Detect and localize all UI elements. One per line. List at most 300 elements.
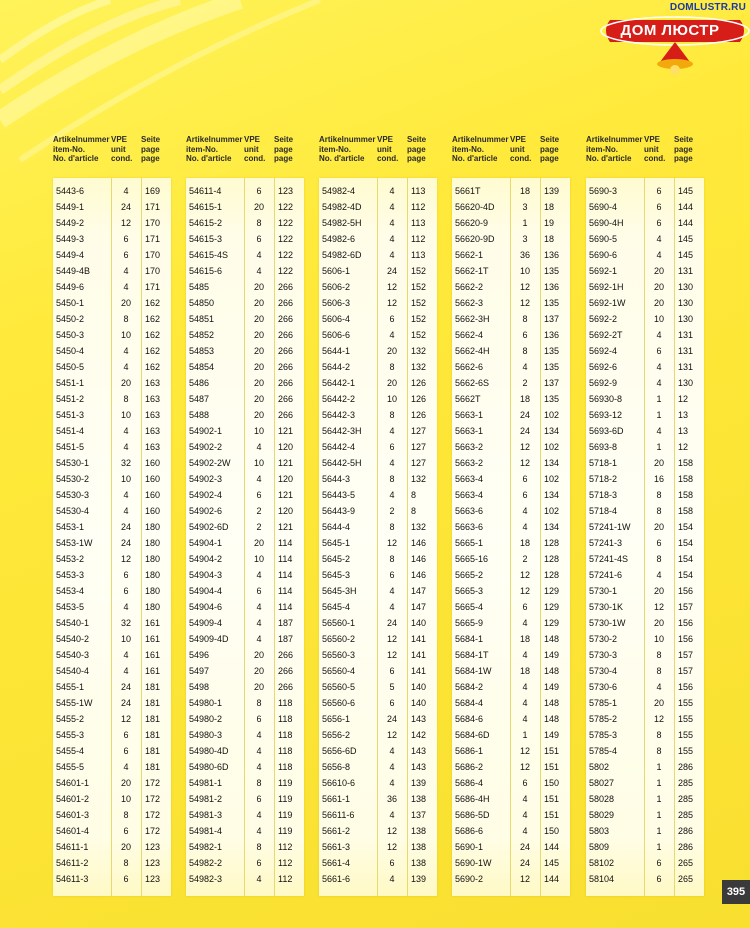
article-number-cell: 5656-8 [322,762,351,772]
column-body [53,178,171,896]
unit-cell: 12 [386,650,397,660]
article-number-cell: 58028 [589,794,615,804]
page-cell: 122 [278,250,294,260]
article-number-cell: 5644-1 [322,346,351,356]
article-number-cell: 54904-4 [189,586,223,596]
page-cell: 121 [278,458,294,468]
unit-cell: 4 [522,650,528,660]
article-number-cell: 5656-1 [322,714,351,724]
table-row [186,199,304,215]
article-number-cell: 54601-1 [56,778,90,788]
column-header [186,135,304,173]
table-row [319,391,437,407]
article-number-cell: 54530-3 [56,490,90,500]
article-number-cell: 54904-2 [189,554,223,564]
table-row [452,407,570,423]
unit-cell: 24 [120,538,131,548]
unit-cell: 12 [386,730,397,740]
table-row [452,807,570,823]
table-row [319,487,437,503]
article-number-cell: 5644-2 [322,362,351,372]
table-row [586,743,704,759]
page-cell: 158 [678,474,694,484]
page-cell: 131 [678,346,694,356]
page-cell: 134 [544,522,560,532]
article-number-cell: 5450-3 [56,330,85,340]
page-cell: 146 [411,538,427,548]
page-cell: 8 [411,490,417,500]
page-cell: 170 [145,218,161,228]
page-cell: 150 [544,826,560,836]
unit-cell: 6 [656,874,662,884]
article-number-cell: 54615-3 [189,234,223,244]
page-cell: 132 [411,346,427,356]
table-row [53,455,171,471]
table-row [586,215,704,231]
page-cell: 138 [411,794,427,804]
page-cell: 119 [278,778,293,788]
page-cell: 138 [411,842,427,852]
article-number-cell: 5686-6 [455,826,484,836]
page-cell: 161 [145,666,161,676]
table-row [319,775,437,791]
page-cell: 152 [411,266,427,276]
page-cell: 145 [678,250,694,260]
table-row [586,439,704,455]
article-number-cell: 5656-6D [322,746,357,756]
table-row [586,871,704,887]
unit-cell: 24 [120,698,131,708]
unit-cell: 6 [256,586,262,596]
page-cell: 141 [411,666,427,676]
table-row [186,327,304,343]
page-cell: 169 [145,186,161,196]
page-cell: 160 [145,458,161,468]
article-number-cell: 5684-1 [455,634,484,644]
table-row [319,343,437,359]
table-row [319,183,437,199]
unit-cell: 20 [653,618,664,628]
page-cell: 160 [145,506,161,516]
table-row [53,535,171,551]
table-row [452,503,570,519]
unit-cell: 6 [123,586,129,596]
article-number-cell: 5662-3H [455,314,490,324]
table-row [186,679,304,695]
unit-cell: 8 [256,778,262,788]
article-number-cell: 57241-3 [589,538,623,548]
article-number-cell: 5663-2 [455,442,484,452]
page-cell: 181 [145,682,161,692]
unit-cell: 8 [123,394,129,404]
unit-cell: 2 [389,506,395,516]
table-row [186,583,304,599]
page-cell: 286 [678,826,694,836]
unit-cell: 20 [253,538,264,548]
article-number-cell: 58102 [589,858,615,868]
unit-cell: 20 [253,378,264,388]
page-cell: 113 [411,186,426,196]
article-number-cell: 54851 [189,314,215,324]
table-row [586,391,704,407]
table-row [319,503,437,519]
page-cell: 132 [411,474,427,484]
article-number-cell: 5692-2T [589,330,623,340]
unit-cell: 4 [522,810,528,820]
unit-cell: 20 [653,522,664,532]
article-number-cell: 5451-5 [56,442,85,452]
page-cell: 119 [278,794,293,804]
page-cell: 152 [411,330,427,340]
table-row [186,711,304,727]
unit-cell: 20 [253,650,264,660]
unit-cell: 1 [656,762,662,772]
article-number-cell: 5692-1 [589,266,618,276]
page-cell: 19 [544,218,555,228]
article-number-cell: 54980-3 [189,730,223,740]
page-cell: 134 [544,426,560,436]
page-cell: 127 [411,442,427,452]
unit-cell: 4 [123,602,129,612]
table-row [586,455,704,471]
article-number-cell: 5663-6 [455,522,484,532]
unit-cell: 4 [389,202,395,212]
table-row [452,615,570,631]
page-cell: 160 [145,490,161,500]
unit-cell: 4 [389,234,395,244]
table-row [186,263,304,279]
page-cell: 132 [411,522,427,532]
unit-cell: 6 [656,218,662,228]
unit-cell: 4 [389,602,395,612]
article-number-cell: 5663-6 [455,506,484,516]
header-unit: VPE unit cond. [244,135,266,163]
table-row [53,855,171,871]
article-number-cell: 54902-2W [189,458,231,468]
table-row [586,519,704,535]
page-cell: 144 [544,842,560,852]
article-number-cell: 5455-1W [56,698,93,708]
page-cell: 181 [145,746,161,756]
unit-cell: 18 [519,186,530,196]
unit-cell: 4 [389,250,395,260]
article-number-cell: 56560-4 [322,666,356,676]
page-cell: 102 [544,474,560,484]
unit-cell: 6 [123,746,129,756]
column-body [452,178,570,896]
unit-cell: 24 [120,522,131,532]
table-row [586,199,704,215]
table-row [586,631,704,647]
article-number-cell: 54982-3 [189,874,223,884]
article-number-cell: 54530-4 [56,506,90,516]
table-row [186,599,304,615]
article-number-cell: 5665-9 [455,618,484,628]
unit-cell: 1 [656,394,662,404]
unit-cell: 6 [656,858,662,868]
table-row [452,871,570,887]
unit-cell: 1 [656,826,662,836]
article-number-cell: 54853 [189,346,215,356]
page-cell: 148 [544,698,560,708]
page-cell: 285 [678,810,694,820]
page-cell: 155 [678,714,694,724]
unit-cell: 6 [256,186,262,196]
article-number-cell: 54982-4 [322,186,356,196]
article-number-cell: 5450-5 [56,362,85,372]
table-row [452,439,570,455]
header-article-number: Artikelnummer item-No. No. d'article [586,135,643,163]
page-cell: 131 [678,330,694,340]
table-row [186,839,304,855]
unit-cell: 1 [656,794,662,804]
article-number-cell: 5684-1T [455,650,489,660]
table-row [53,791,171,807]
page-cell: 112 [278,842,293,852]
table-row [319,839,437,855]
unit-cell: 8 [656,506,662,516]
unit-cell: 12 [386,826,397,836]
page-cell: 158 [678,490,694,500]
page-cell: 150 [544,778,560,788]
page-cell: 131 [678,266,694,276]
page-cell: 130 [678,314,694,324]
table-row [319,759,437,775]
article-number-cell: 56442-5H [322,458,362,468]
unit-cell: 4 [522,362,528,372]
article-number-cell: 5455-5 [56,762,85,772]
table-row [186,695,304,711]
page-cell: 154 [678,554,694,564]
unit-cell: 8 [256,218,262,228]
article-number-cell: 5663-1 [455,410,484,420]
article-number-cell: 54981-3 [189,810,223,820]
unit-cell: 8 [656,554,662,564]
article-number-cell: 54615-4S [189,250,229,260]
page-cell: 121 [278,490,294,500]
article-number-cell: 5645-1 [322,538,351,548]
article-number-cell: 54981-1 [189,778,223,788]
unit-cell: 12 [120,554,131,564]
table-row [319,407,437,423]
article-number-cell: 5718-3 [589,490,618,500]
unit-cell: 10 [120,330,131,340]
header-page: Seite page page [674,135,694,163]
page-cell: 128 [544,538,560,548]
page-cell: 172 [145,794,161,804]
unit-cell: 4 [656,362,662,372]
article-number-cell: 54611-3 [56,874,89,884]
table-row [586,647,704,663]
page-cell: 142 [411,730,427,740]
page-cell: 266 [278,410,294,420]
unit-cell: 24 [519,842,530,852]
page-cell: 131 [678,362,694,372]
page-cell: 128 [544,554,560,564]
page-cell: 171 [145,234,161,244]
table-row [53,359,171,375]
unit-cell: 8 [256,698,262,708]
unit-cell: 3 [522,202,528,212]
article-number-cell: 54902-2 [189,442,223,452]
page-cell: 121 [278,522,294,532]
article-number-cell: 5730-1K [589,602,624,612]
article-number-cell: 54615-6 [189,266,223,276]
page-cell: 120 [278,506,294,516]
article-number-cell: 56443-5 [322,490,356,500]
page-cell: 180 [145,538,161,548]
table-row [319,567,437,583]
article-number-cell: 54982-6 [322,234,356,244]
table-row [586,583,704,599]
article-number-cell: 54980-6D [189,762,229,772]
article-number-cell: 5661T [455,186,481,196]
unit-cell: 8 [656,666,662,676]
brand-logo[interactable] [590,0,750,80]
article-number-cell: 5449-6 [56,282,85,292]
article-number-cell: 5785-2 [589,714,618,724]
table-row [586,711,704,727]
article-number-cell: 56560-1 [322,618,356,628]
table-row [319,231,437,247]
unit-cell: 4 [256,602,262,612]
article-number-cell: 5686-4 [455,778,484,788]
table-row [53,775,171,791]
unit-cell: 4 [256,826,262,836]
page-cell: 122 [278,234,294,244]
article-number-cell: 56443-9 [322,506,356,516]
page-cell: 139 [544,186,560,196]
unit-cell: 4 [389,746,395,756]
table-row [452,199,570,215]
table-row [186,439,304,455]
unit-cell: 2 [522,378,528,388]
table-row [53,519,171,535]
table-row [319,583,437,599]
table-row [319,791,437,807]
page-cell: 156 [678,586,694,596]
unit-cell: 6 [656,186,662,196]
unit-cell: 6 [389,570,395,580]
unit-cell: 10 [120,410,131,420]
unit-cell: 4 [256,570,262,580]
table-row [319,471,437,487]
page-cell: 8 [411,506,417,516]
table-row [452,679,570,695]
unit-cell: 8 [656,746,662,756]
unit-cell: 4 [256,730,262,740]
unit-cell: 12 [519,458,530,468]
table-row [186,791,304,807]
page-cell: 171 [145,282,161,292]
unit-cell: 8 [656,650,662,660]
article-number-cell: 5662-6S [455,378,490,388]
page-cell: 145 [544,858,560,868]
article-number-cell: 5785-3 [589,730,618,740]
table-row [452,855,570,871]
article-number-cell: 5450-1 [56,298,85,308]
article-number-cell: 56560-3 [322,650,356,660]
table-row [452,327,570,343]
article-number-cell: 54904-6 [189,602,223,612]
article-number-cell: 5692-1H [589,282,624,292]
table-row [53,375,171,391]
table-row [53,551,171,567]
table-row [452,759,570,775]
article-number-cell: 5663-1 [455,426,484,436]
article-number-cell: 54980-4D [189,746,229,756]
page-cell: 112 [278,858,293,868]
table-row [186,807,304,823]
table-row [186,743,304,759]
article-number-cell: 5718-1 [589,458,618,468]
article-number-cell: 5451-1 [56,378,85,388]
article-number-cell: 5453-1W [56,538,93,548]
table-row [186,423,304,439]
page-cell: 151 [544,794,560,804]
page-cell: 113 [411,218,426,228]
page-cell: 163 [145,410,161,420]
article-number-cell: 54850 [189,298,215,308]
unit-cell: 6 [389,698,395,708]
page-cell: 122 [278,202,294,212]
page-cell: 162 [145,330,161,340]
table-row [452,775,570,791]
article-number-cell: 54982-5H [322,218,362,228]
catalog-column-1 [53,135,171,896]
unit-cell: 10 [386,394,397,404]
article-number-cell: 5661-2 [322,826,351,836]
page-cell: 132 [411,362,427,372]
table-row [319,519,437,535]
article-number-cell: 54902-3 [189,474,223,484]
table-row [53,631,171,647]
page-cell: 161 [145,634,161,644]
article-number-cell: 56442-4 [322,442,356,452]
article-number-cell: 56930-8 [589,394,623,404]
unit-cell: 12 [386,298,397,308]
table-row [452,663,570,679]
table-row [186,663,304,679]
table-row [53,407,171,423]
page-cell: 136 [544,250,560,260]
article-number-cell: 54601-2 [56,794,90,804]
unit-cell: 4 [389,778,395,788]
table-row [319,727,437,743]
article-number-cell: 5656-2 [322,730,351,740]
page-cell: 163 [145,378,161,388]
page-cell: 180 [145,586,161,596]
article-number-cell: 54611-2 [56,858,89,868]
table-row [319,711,437,727]
page-cell: 151 [544,746,560,756]
table-row [53,807,171,823]
table-row [586,407,704,423]
unit-cell: 8 [256,842,262,852]
unit-cell: 20 [253,410,264,420]
table-row [53,663,171,679]
article-number-cell: 5606-1 [322,266,351,276]
page-cell: 286 [678,762,694,772]
unit-cell: 8 [123,314,129,324]
page-cell: 158 [678,506,694,516]
unit-cell: 6 [522,778,528,788]
article-number-cell: 54530-2 [56,474,90,484]
page-cell: 12 [678,394,689,404]
header-unit: VPE unit cond. [111,135,133,163]
unit-cell: 1 [656,778,662,788]
unit-cell: 10 [653,314,664,324]
